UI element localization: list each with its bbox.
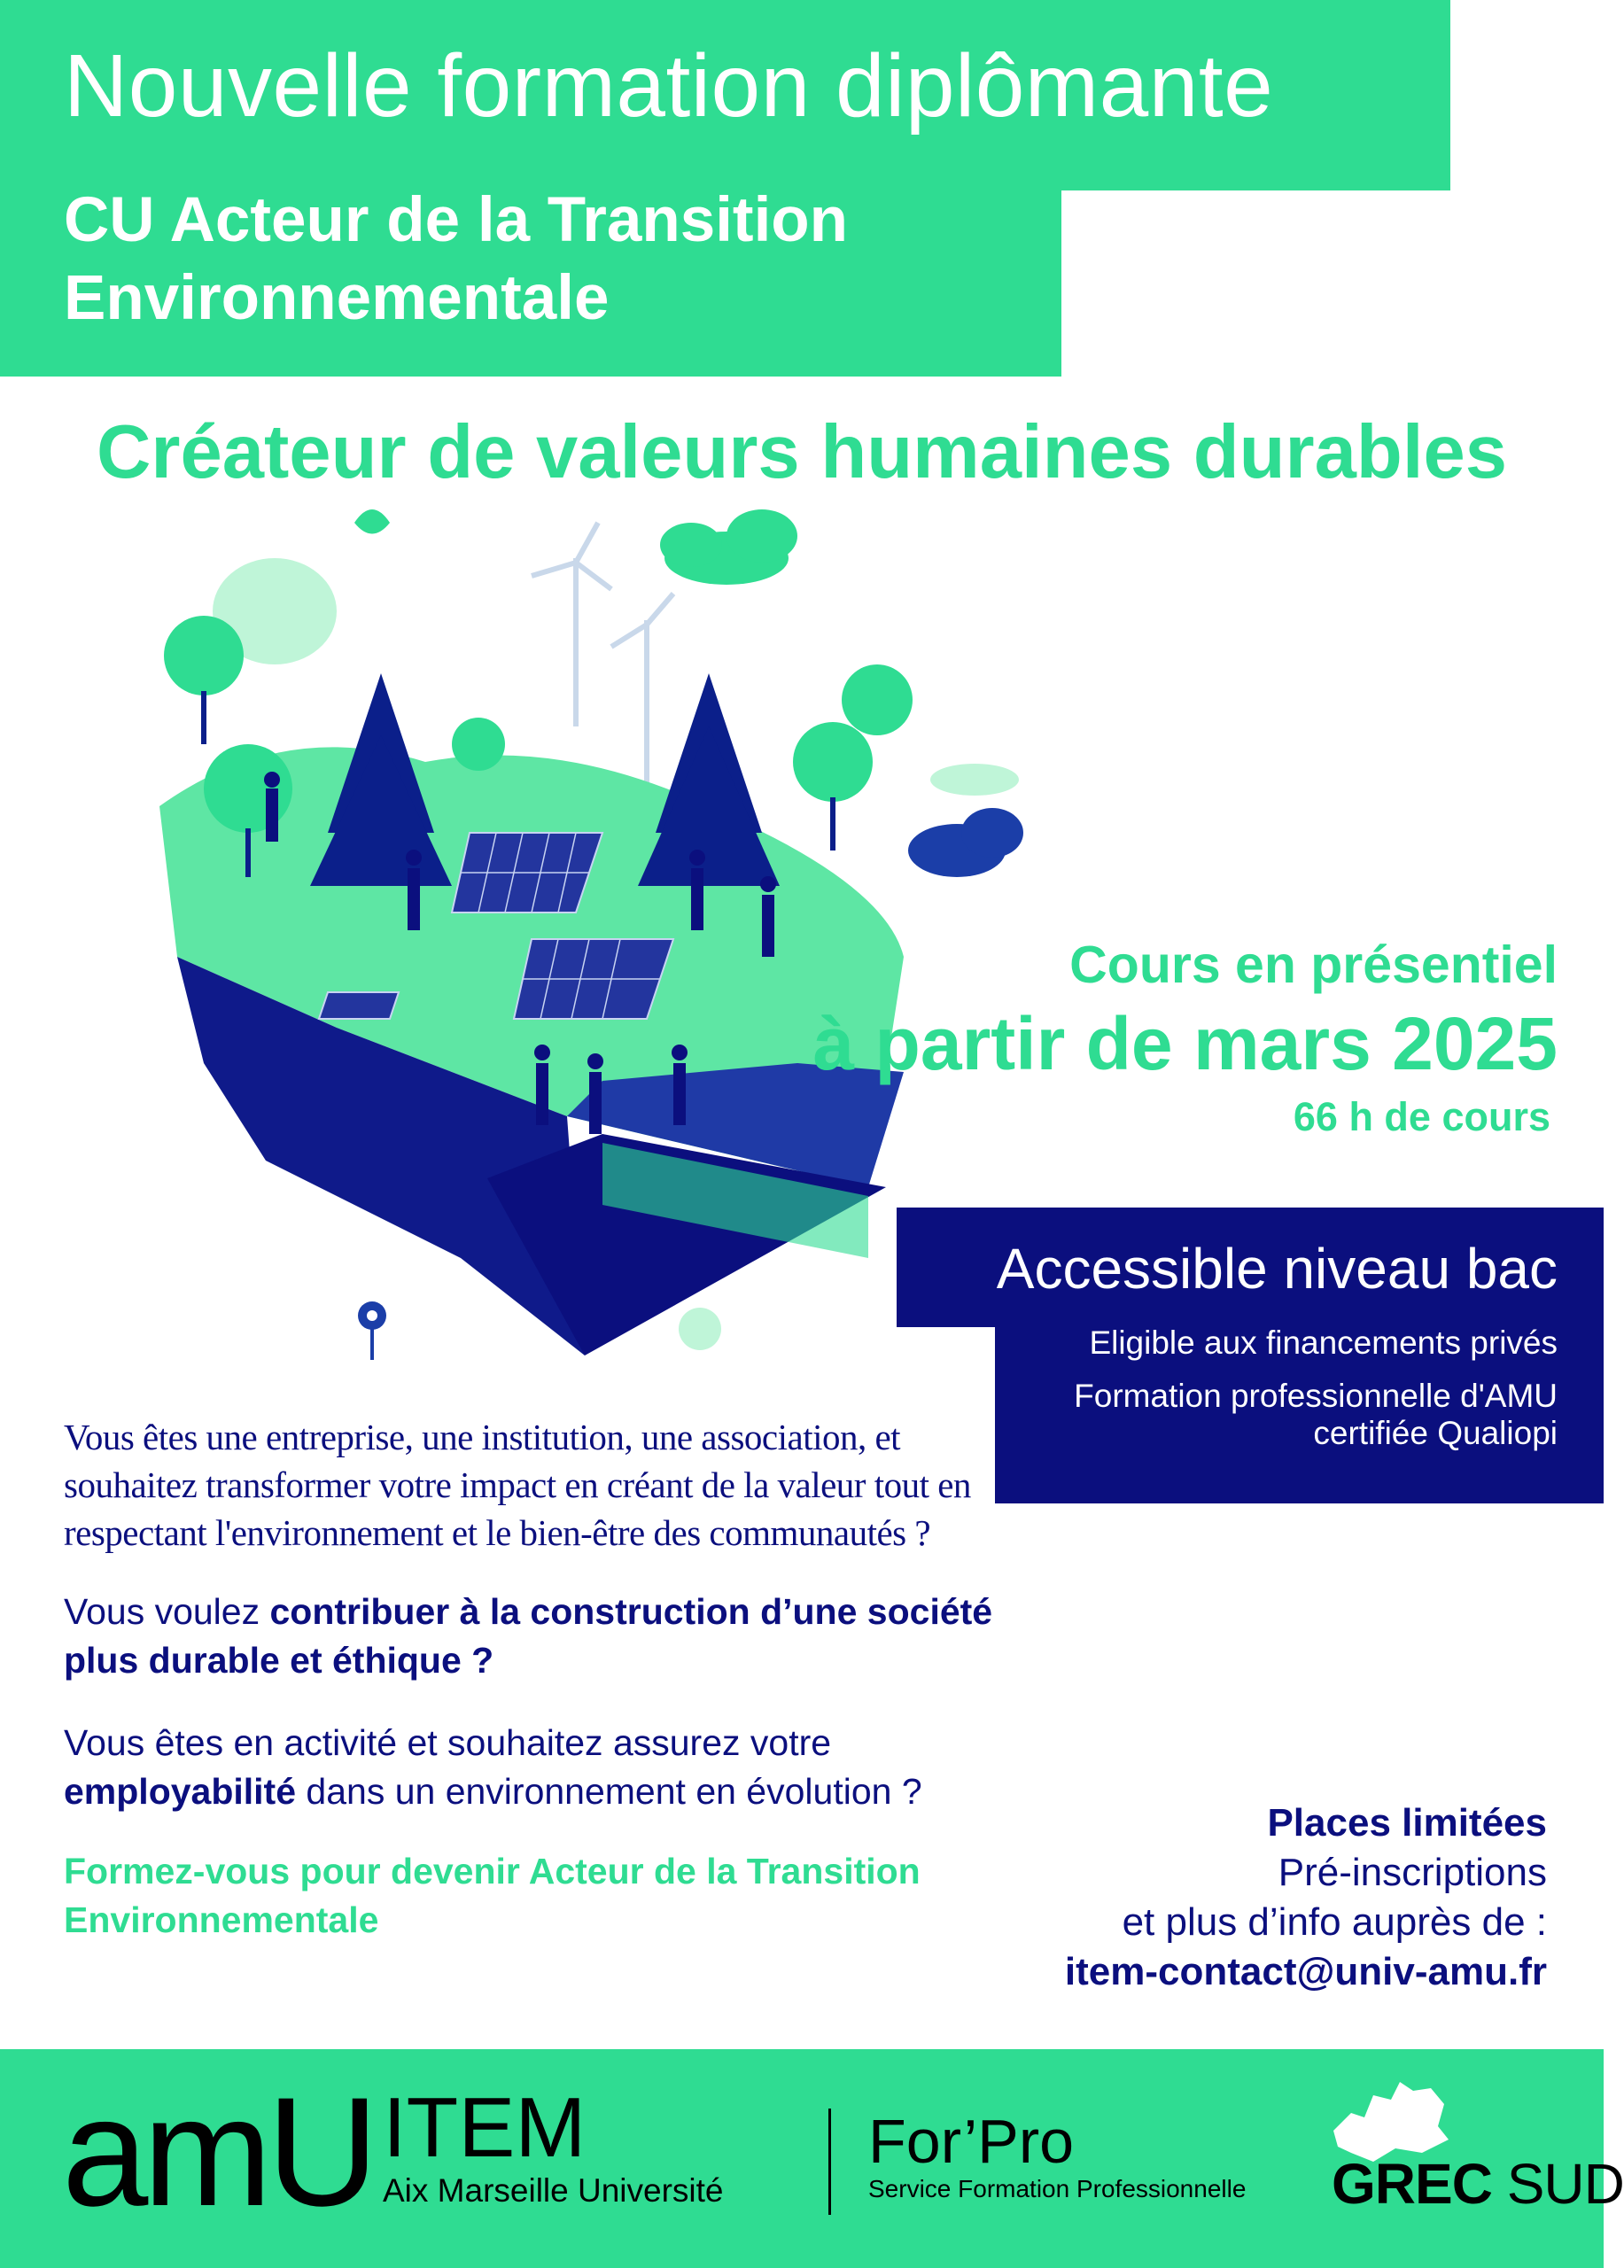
tagline: Créateur de valeurs humaines durables	[96, 410, 1507, 494]
funding-eligibility: Eligible aux financements privés	[1089, 1324, 1558, 1361]
course-start-date: à partir de mars 2025	[812, 1002, 1558, 1085]
course-hours: 66 h de cours	[1293, 1094, 1550, 1139]
pre-registration: Pré-inscriptions	[1278, 1851, 1547, 1894]
item-logo-name: ITEM	[383, 2080, 587, 2175]
question-paragraph-2	[64, 1588, 1003, 1685]
q2-prefix: Vous voulez	[64, 1591, 270, 1632]
course-mode: Cours en présentiel	[1069, 936, 1558, 994]
amu-logo: amU	[62, 2066, 374, 2239]
qualiopi-certification: Formation professionnelle d'AMU certifiée Qualiopi	[1074, 1378, 1558, 1451]
grec-light: SUD	[1506, 2152, 1624, 2216]
question-paragraph-3	[64, 1719, 1021, 1816]
subtitle-line-1: CU Acteur de la Transition	[64, 185, 849, 255]
header-title: Nouvelle formation diplômante	[64, 36, 1274, 136]
grec-bold: GREC	[1332, 2152, 1492, 2216]
forpro-logo-name: For’Pro	[868, 2107, 1075, 2176]
contact-email-link[interactable]: item-contact@univ-amu.fr	[1064, 1950, 1547, 1993]
intro-paragraph: Vous êtes une entreprise, une institution, une association, et souhaitez transformer votre impact en créant de la valeur tout en respectant l'environnement et le bien-être des communautés ?	[64, 1417, 971, 1553]
contact-block	[1065, 1798, 1547, 1997]
q2-bold: contribuer à la construction d’une société plus durable et éthique ?	[64, 1591, 993, 1681]
forpro-service-name: Service Formation Professionnelle	[868, 2175, 1247, 2202]
q3-prefix: Vous êtes en activité et souhaitez assurez votre	[64, 1722, 832, 1763]
q3-bold: employabilité	[64, 1771, 297, 1812]
grec-sud-logo	[1332, 2151, 1624, 2217]
subtitle-line-2: Environnementale	[64, 263, 610, 333]
q3-suffix: dans un environnement en évolution ?	[296, 1771, 922, 1812]
footer-divider	[828, 2109, 831, 2215]
access-title: Accessible niveau bac	[996, 1237, 1558, 1301]
more-info: et plus d’info auprès de :	[1122, 1900, 1547, 1944]
item-university-name: Aix Marseille Université	[383, 2172, 724, 2209]
call-to-action: Formez-vous pour devenir Acteur de la Transition Environnementale	[64, 1851, 921, 1940]
header-subtitle	[64, 182, 848, 338]
places-limited: Places limitées	[1267, 1801, 1547, 1845]
